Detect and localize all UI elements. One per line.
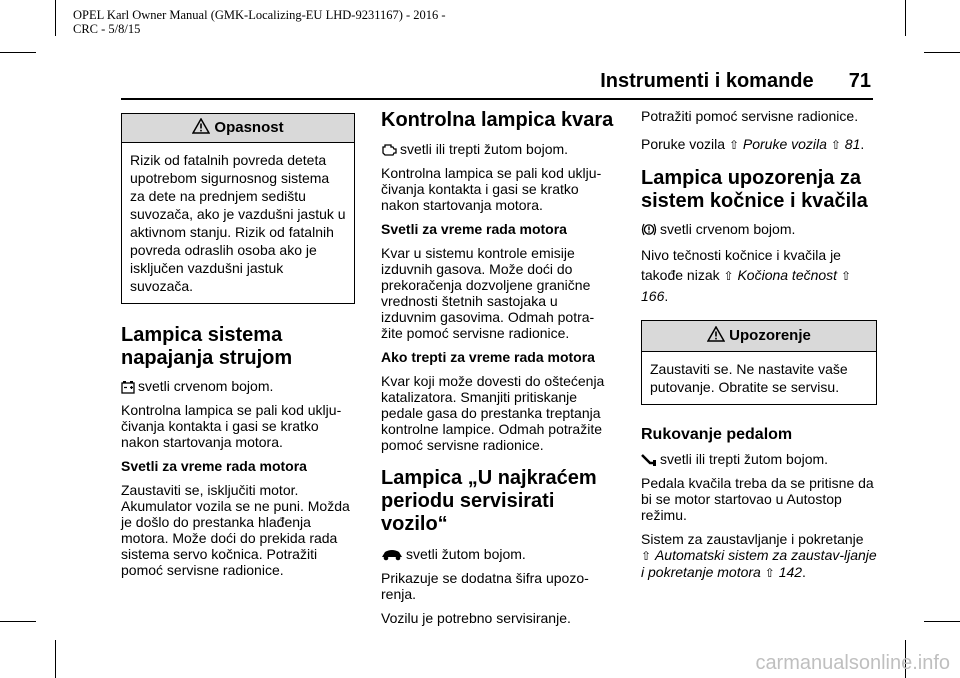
reference-arrow-icon: ⇧	[641, 549, 652, 563]
brake-warning-icon	[641, 222, 657, 237]
reference-arrow-icon: ⇧	[723, 269, 734, 283]
column-1	[121, 113, 355, 586]
heading-fault-lamp: Kontrolna lampica kvara	[381, 109, 614, 131]
brake-fluid-page[interactable]: 166	[641, 288, 665, 304]
warning-box-title: Upozorenje	[729, 327, 811, 344]
para-service-2: Vozilu je potrebno servisiranje.	[381, 610, 571, 626]
danger-box-body	[122, 143, 354, 303]
lamp-service-text: svetli žutom bojom.	[406, 546, 526, 562]
crop-mark	[924, 52, 960, 53]
danger-box	[121, 113, 355, 304]
page-number: 71	[848, 70, 871, 92]
warning-box-text: Zaustaviti se. Ne nastavite vaše putovanje. Obratite se servisu.	[650, 361, 848, 395]
warning-box-header	[642, 321, 876, 352]
warning-triangle-icon	[707, 326, 725, 342]
heading-pedal: Rukovanje pedalom	[641, 426, 793, 443]
warning-box	[641, 320, 877, 405]
para-power: Kontrolna lampica se pali kod uklju-čivanja kontakta i gasi se kratko nakon startovanja motora.	[121, 402, 342, 450]
lamp-fault-text: svetli ili trepti žutom bojom.	[400, 141, 569, 157]
sub-flash: Ako trepti za vreme rada motora	[381, 349, 595, 365]
para-flash: Kvar koji može dovesti do oštećenja katalizatora. Smanjiti pritiskanje pedale gasa do prestanka treptanja kontrolne lampice. Odmah potražite pomoć servisne radionice.	[381, 373, 605, 453]
service-car-icon	[381, 548, 403, 562]
clutch-pedal-icon	[641, 453, 657, 467]
brake-fluid-link[interactable]: Kočiona tečnost	[737, 267, 838, 283]
para-running: Zaustaviti se, isključiti motor. Akumulator vozila se ne puni. Možda je došlo do prestanka hlađenja motora. Može doći do prekida rada sistema servo kočnica. Potražiti pomoć servisne radionice.	[121, 482, 350, 578]
danger-box-text: Rizik od fatalnih povreda deteta upotrebom sigurnosnog sistema za dete na prednjem sedištu suvozača, ako je vazdušni jastuk u aktivnom stanju. Rizik od fatalnih povreda odraslih osoba ako je isključen vazdušni jastuk suvozača.	[130, 152, 346, 294]
messages-reference: Poruke vozila ⇧ Poruke vozila ⇧ 81.	[641, 136, 865, 152]
header-line-2: CRC - 5/8/15	[73, 22, 141, 36]
battery-icon	[121, 380, 135, 394]
brake-para-prefix: Nivo tečnosti kočnice i kvačila je takođe nizak	[641, 247, 841, 283]
section-title: Instrumenti i komande	[600, 70, 814, 92]
crop-mark	[905, 0, 906, 36]
engine-icon	[381, 143, 397, 157]
autostop-page[interactable]: 142	[778, 564, 803, 580]
page-reference-icon: ⇧	[830, 138, 841, 152]
crop-mark	[924, 621, 960, 622]
sub-running: Svetli za vreme rada motora	[121, 458, 307, 474]
crop-mark	[55, 0, 56, 36]
warning-box-body	[642, 352, 876, 404]
para-lit: Kvar u sistemu kontrole emisije izduvnih gasova. Može doći do prekoračenja dozvoljene granične vrednosti štetnih sastojaka u izduvnim gasovima. Odmah potra-žite pomoć servisne radionice.	[381, 245, 595, 341]
lamp-brake-text: svetli crvenom bojom.	[660, 221, 796, 237]
heading-service-lamp: Lampica „U najkraćem periodu servisirati vozilo“	[381, 467, 597, 535]
document-header	[73, 8, 446, 36]
page-reference-icon: ⇧	[840, 269, 852, 283]
column-2	[381, 109, 615, 634]
header-rule	[121, 98, 873, 100]
para-fault: Kontrolna lampica se pali kod uklju-čivanja kontakta i gasi se kratko nakon startovanja motora.	[381, 165, 602, 213]
brake-reference: Nivo tečnosti kočnice i kvačila je takođe nizak ⇧ Kočiona tečnost ⇧ 166.	[641, 247, 852, 304]
lamp-power-text: svetli crvenom bojom.	[138, 378, 274, 394]
column-3	[641, 108, 877, 589]
para-service-1: Prikazuje se dodatna šifra upozo-renja.	[381, 570, 589, 602]
heading-power-lamp: Lampica sistema napajanja strujom	[121, 324, 293, 369]
header-line-1: OPEL Karl Owner Manual (GMK-Localizing-EU LHD-9231167) - 2016 -	[73, 8, 446, 22]
danger-box-header	[122, 114, 354, 143]
autostop-prefix: Sistem za zaustavljanje i pokretanje	[641, 531, 864, 547]
para-top: Potražiti pomoć servisne radionice.	[641, 108, 859, 124]
watermark: carmanualsonline.info	[755, 652, 950, 674]
messages-page[interactable]: 81	[844, 136, 861, 152]
autostop-reference: Sistem za zaustavljanje i pokretanje ⇧ Automatski sistem za zaustav-ljanje i pokretanje motora ⇧ 142.	[641, 531, 877, 580]
messages-prefix: Poruke vozila	[641, 136, 726, 152]
crop-mark	[0, 52, 36, 53]
heading-brake-lamp: Lampica upozorenja za sistem kočnice i kvačila	[641, 167, 868, 212]
lamp-pedal-text: svetli ili trepti žutom bojom.	[660, 451, 829, 467]
crop-mark	[0, 621, 36, 622]
page-reference-icon: ⇧	[764, 566, 775, 580]
messages-link[interactable]: Poruke vozila	[742, 136, 827, 152]
reference-arrow-icon: ⇧	[728, 138, 739, 152]
page-title	[600, 70, 871, 93]
warning-triangle-icon	[192, 118, 210, 134]
sub-lit: Svetli za vreme rada motora	[381, 221, 567, 237]
crop-mark	[55, 640, 56, 678]
danger-box-title: Opasnost	[214, 119, 284, 136]
autostop-link[interactable]: Automatski sistem za zaustav-ljanje i pokretanje motora	[641, 547, 877, 580]
para-pedal: Pedala kvačila treba da se pritisne da bi se motor startovao u Autostop režimu.	[641, 475, 874, 523]
